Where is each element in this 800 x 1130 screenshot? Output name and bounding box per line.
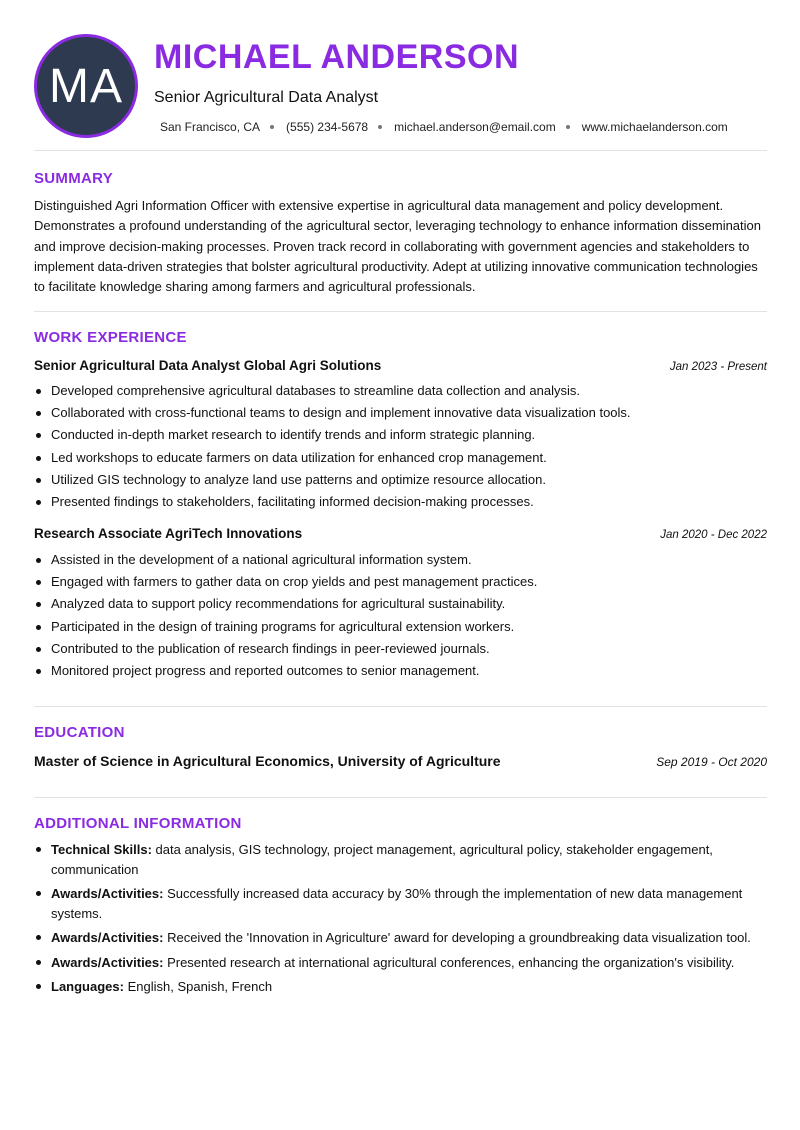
list-item: Developed comprehensive agricultural databases to streamline data collection and analysis. — [34, 380, 767, 402]
list-item: Led workshops to educate farmers on data utilization for enhanced crop management. — [34, 447, 767, 469]
contact-bar — [160, 120, 728, 134]
item-text: data analysis, GIS technology, project management, agricultural policy, stakeholder engagement, communication — [51, 842, 713, 877]
job-bullets — [34, 549, 767, 682]
divider — [34, 706, 767, 707]
job-date: Jan 2023 - Present — [669, 361, 767, 373]
list-item: Contributed to the publication of research findings in peer-reviewed journals. — [34, 638, 767, 660]
list-item: Engaged with farmers to gather data on crop yields and pest management practices. — [34, 571, 767, 593]
education-entry — [34, 753, 767, 769]
list-item: Presented findings to stakeholders, facilitating informed decision-making processes. — [34, 491, 767, 513]
item-text: Received the 'Innovation in Agriculture' award for developing a groundbreaking data visualization tool. — [163, 930, 751, 945]
contact-email[interactable]: michael.anderson@email.com — [394, 120, 556, 134]
job-title: Senior Agricultural Data Analyst Global Agri Solutions — [34, 358, 382, 373]
contact-phone: (555) 234-5678 — [286, 120, 369, 134]
list-item: Analyzed data to support policy recommendations for agricultural sustainability. — [34, 593, 767, 615]
list-item — [34, 953, 767, 973]
contact-location: San Francisco, CA — [160, 120, 261, 134]
list-item — [34, 977, 767, 997]
item-label: Languages: — [51, 979, 124, 994]
item-text: Successfully increased data accuracy by 30% through the implementation of new data management systems. — [51, 886, 743, 921]
item-label: Technical Skills: — [51, 842, 152, 857]
item-text: English, Spanish, French — [123, 979, 273, 994]
list-item: Assisted in the development of a national agricultural information system. — [34, 549, 767, 571]
divider — [34, 311, 767, 312]
list-item: Conducted in-depth market research to identify trends and inform strategic planning. — [34, 424, 767, 446]
list-item: Utilized GIS technology to analyze land use patterns and optimize resource allocation. — [34, 469, 767, 491]
divider — [34, 797, 767, 798]
item-label: Awards/Activities: — [51, 930, 164, 945]
education-heading: EDUCATION — [34, 724, 125, 741]
list-item: Participated in the design of training programs for agricultural extension workers. — [34, 616, 767, 638]
contact-website[interactable]: www.michaelanderson.com — [581, 120, 728, 134]
job-header — [34, 526, 767, 541]
list-item — [34, 884, 767, 923]
list-item — [34, 928, 767, 948]
candidate-name: MICHAEL ANDERSON — [154, 38, 520, 76]
item-text: Presented research at international agricultural conferences, enhancing the organization's visibility. — [163, 954, 735, 970]
divider — [34, 150, 767, 151]
avatar-initials: MA — [49, 59, 123, 113]
additional-list — [34, 840, 767, 1002]
avatar — [34, 34, 138, 138]
resume-header — [0, 0, 800, 150]
degree: Master of Science in Agricultural Economics, University of Agriculture — [34, 753, 501, 769]
list-item: Collaborated with cross-functional teams to design and implement innovative data visualization tools. — [34, 402, 767, 424]
job-bullets — [34, 380, 767, 513]
job-header — [34, 358, 767, 373]
separator-dot — [270, 125, 274, 129]
experience-heading: WORK EXPERIENCE — [34, 329, 187, 346]
candidate-title: Senior Agricultural Data Analyst — [154, 89, 379, 106]
job-date: Jan 2020 - Dec 2022 — [660, 529, 767, 541]
list-item — [34, 840, 767, 879]
education-date: Sep 2019 - Oct 2020 — [656, 755, 767, 769]
list-item: Monitored project progress and reported outcomes to senior management. — [34, 660, 767, 682]
separator-dot — [378, 125, 382, 129]
item-label: Awards/Activities: — [51, 886, 164, 901]
summary-heading: SUMMARY — [34, 170, 114, 187]
additional-heading: ADDITIONAL INFORMATION — [34, 815, 242, 832]
separator-dot — [566, 125, 570, 129]
summary-text: Distinguished Agri Information Officer with extensive expertise in agricultural data management and policy development. Demonstrates a profound understanding of the agricultural sector, leveraging technology to enhance information dissemination and improve decision-making processes. Proven track record in collaborating with government agencies and stakeholders to implement data-driven strategies that bolster agricultural productivity. Adept at utilizing innovative communication technologies to facilitate knowledge sharing among farmers and agricultural professionals. — [34, 198, 761, 295]
item-label: Awards/Activities: — [51, 954, 164, 970]
job-title: Research Associate AgriTech Innovations — [34, 526, 303, 541]
